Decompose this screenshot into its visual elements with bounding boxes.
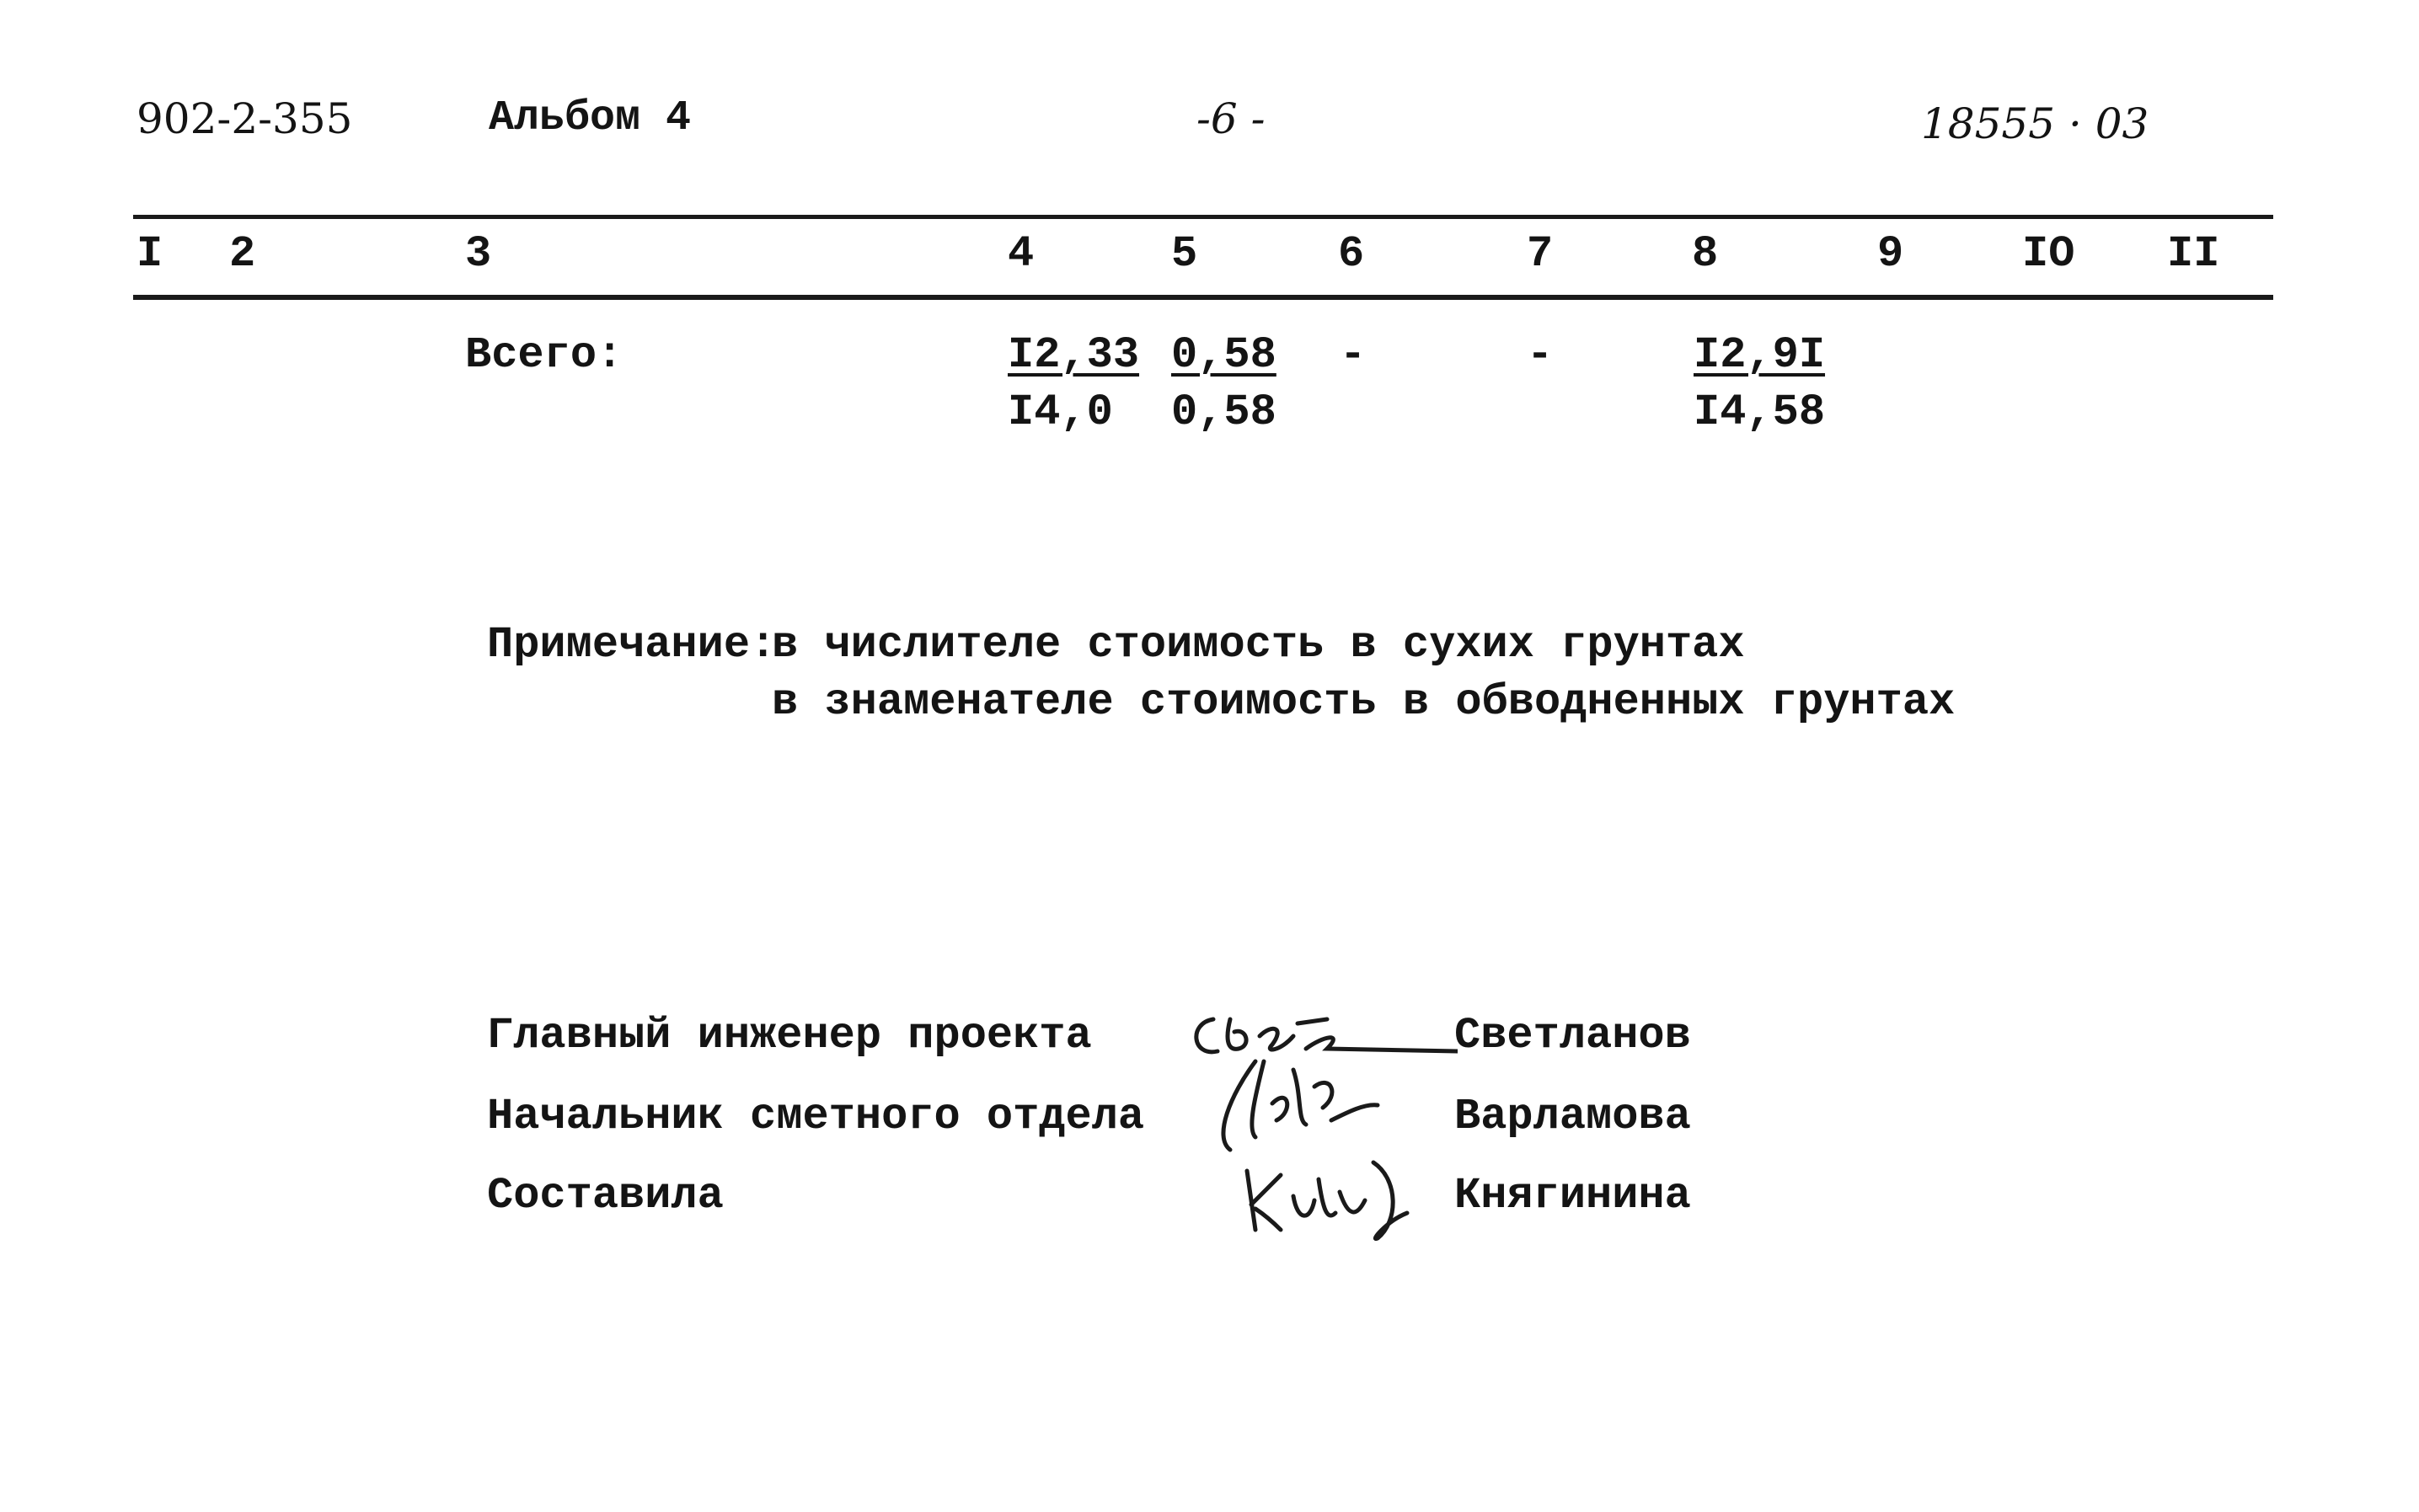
column-number: 3 [465,229,492,279]
document-code: 902-2-355 [136,94,353,143]
column-number: 7 [1527,229,1554,279]
total-c4-numerator: I2,33 [1008,330,1140,380]
signature-title: Составила [487,1171,724,1221]
signature-name: Светланов [1454,1011,1691,1061]
note-line-2: в знаменателе стоимость в обводненных грунтах [772,677,1956,727]
column-number: 2 [229,229,256,279]
total-label: Всего: [465,330,623,380]
total-c4-denominator: I4,0 [1008,387,1113,437]
column-number: 4 [1008,229,1035,279]
page-number: -6 - [1196,94,1266,143]
column-number: 5 [1171,229,1198,279]
column-number: 6 [1338,229,1365,279]
handwritten-signature-3 [1230,1129,1432,1247]
column-number: 9 [1877,229,1904,279]
signature-name: Варламова [1454,1092,1691,1141]
signature-title: Главный инженер проекта [487,1011,1092,1061]
document-number: 18555 · 03 [1921,99,2149,148]
total-c6-dash: - [1340,330,1367,380]
table-header-rule [133,295,2273,300]
signature-title: Начальник сметного отдела [487,1092,1145,1141]
note-label: Примечание: [487,620,777,670]
total-c5-denominator: 0,58 [1171,387,1276,437]
column-number: II [2167,229,2220,279]
total-c8-denominator: I4,58 [1694,387,1826,437]
total-c5-numerator: 0,58 [1171,330,1276,380]
signature-name: Княгинина [1454,1171,1691,1221]
note-line-1: в числителе стоимость в сухих грунтах [772,620,1745,670]
album-label: Альбом 4 [489,94,692,142]
column-number: IO [2022,229,2075,279]
column-number: 8 [1692,229,1719,279]
table-top-rule [133,215,2273,219]
column-number: I [136,229,163,279]
total-c7-dash: - [1527,330,1554,380]
total-c8-numerator: I2,9I [1694,330,1826,380]
